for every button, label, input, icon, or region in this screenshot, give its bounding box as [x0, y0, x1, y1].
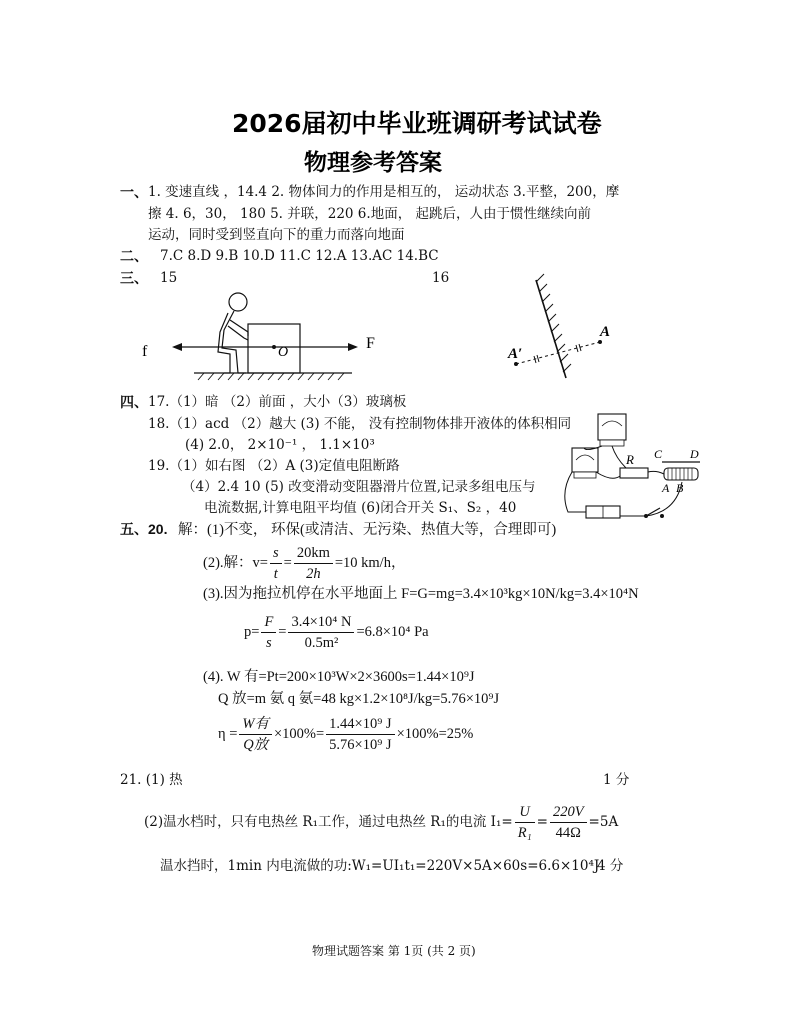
section-5-label: 五、 [120, 522, 148, 538]
fraction-numerator: 3.4×10⁴ N [288, 612, 354, 633]
efficiency-pre: η = [218, 725, 238, 742]
q19-answer-line3: 电流数据,计算电阻平均值 (6)闭合开关 S₁、S₂ ，40 [204, 500, 517, 516]
efficiency-post: ×100%=25% [396, 725, 474, 742]
q18-answer-line2: (4) 2.0， 2×10⁻¹ ， 1.1×10³ [185, 437, 375, 453]
fraction-distance-time [294, 543, 333, 584]
fraction-denominator: 0.5m² [304, 635, 339, 651]
fraction-numerator: F [261, 612, 276, 633]
q21-part2-pre: (2)温水档时，只有电热丝 R₁工作，通过电热丝 R₁的电流 I₁= [144, 814, 513, 830]
q19-answer-line2: （4）2.4 10 (5) 改变滑动变阻器滑片位置,记录多组电压与 [182, 479, 536, 495]
q20-head: 20. [148, 521, 168, 537]
q20-pressure: p= $\frac{F}{s}$ = $\frac{\text{3.4×10⁴ N}}{\text{0.5m²}}$ =6.8×10⁴ Pa [244, 614, 429, 651]
section-1-label: 一、 [120, 185, 148, 201]
fraction-u-r [515, 802, 535, 843]
friction-label: f [142, 343, 148, 360]
q21-part2: (2)温水档时，只有电热丝 R₁工作，通过电热丝 R₁的电流 I₁= $\frac{U}{\text{R₁}}$ = $\frac{220V}{44\Omega}$ =5A [144, 804, 619, 841]
q21-part1: 21. (1) 热 [120, 772, 183, 788]
terminal-c-label: C [654, 447, 663, 461]
q20-part1: 解：(1)不变， 环保(或清洁、无污染、热值大等，合理即可) [178, 522, 557, 538]
fraction-numerator: W有 [239, 714, 272, 735]
q20-number [148, 519, 167, 540]
q21-part3-score: 4 分 [597, 858, 624, 874]
part2-answers: 7.C 8.D 9.B 10.D 11.C 12.A 13.AC 14.BC [160, 248, 439, 264]
fraction-denominator: Q放 [243, 737, 269, 753]
fraction-pressure-values [288, 612, 354, 653]
section-3-label: 三、 [120, 271, 148, 287]
q20-part2-pre: (2).解：v= [203, 554, 268, 571]
terminal-d-label: D [690, 447, 699, 461]
q20-part4-heat: Q 放=m 氨 q 氨=48 kg×1.2×10⁸J/kg=5.76×10⁹J [218, 691, 500, 707]
q18-answer-line1: 18.（1）acd （2）越大 (3) 不能， 没有控制物体排开液体的体积相同 [148, 416, 572, 432]
q20-part2-post: =10 km/h， [334, 554, 406, 571]
fraction-current-values [550, 802, 587, 843]
fraction-numerator: 20km [294, 543, 333, 564]
fraction-efficiency-values [326, 714, 394, 755]
terminal-a-label: A [662, 481, 670, 495]
fraction-denominator: s [266, 635, 272, 651]
point-a-image-label: A′ [508, 346, 523, 362]
pressure-pre: p= [244, 623, 260, 640]
figure-19-circuit [556, 412, 702, 524]
q20-part2: (2).解：v= $\frac{s}{t}$ = $\frac{20km}{2h}$ =10 km/h， [203, 545, 406, 582]
pressure-post: =6.8×10⁴ Pa [356, 623, 429, 640]
q19-answer-line1: 19.（1）如右图 （2）A (3)定值电阻断路 [148, 458, 400, 474]
fraction-denominator: R₁ [517, 825, 532, 841]
center-label: O [278, 345, 289, 360]
page-subtitle: 物理参考答案 [304, 150, 442, 176]
q21-part2-post: =5A [588, 814, 619, 830]
section-4-label: 四、 [120, 395, 148, 411]
resistor-label: R [626, 452, 634, 467]
force-label: F [366, 335, 375, 352]
q16-label: 16 [432, 270, 450, 286]
q21-part1-score: 1 分 [603, 772, 630, 788]
q15-label: 15 [160, 270, 178, 286]
q20-efficiency [218, 714, 473, 755]
part1-line3: 运动，同时受到竖直向下的重力而落向地面 [148, 227, 405, 243]
fraction-numerator: 220V [550, 802, 587, 823]
fraction-denominator: 44Ω [555, 825, 581, 841]
fraction-numerator: s [270, 543, 282, 564]
fraction-denominator: 5.76×10⁹ J [329, 737, 392, 753]
point-a-label: A [600, 324, 611, 340]
q20-part4-work: (4). W 有=Pt=200×10³W×2×3600s=1.44×10⁹J [203, 669, 475, 685]
section-2-label: 二、 [120, 249, 148, 265]
terminal-b-label: B [676, 481, 684, 495]
fraction-f-s [261, 612, 276, 653]
fraction-denominator: t [273, 566, 278, 582]
fraction-w-q [239, 714, 272, 755]
part1-line1: 1. 变速直线 ，14.4 2. 物体间力的作用是相互的， 运动状态 3.平整，200，摩 [148, 184, 620, 200]
fraction-numerator: U [515, 802, 535, 823]
figure-15-force-diagram [138, 290, 374, 382]
fraction-numerator: 1.44×10⁹ J [326, 714, 394, 735]
q17-answer: 17.（1）暗 （2）前面 ，大小（3）玻璃板 [148, 394, 407, 410]
q21-part3: 温水挡时，1min 内电流做的功:W₁=UI₁t₁=220V×5A×60s=6.6×10⁴J [160, 858, 600, 874]
q20-part3: (3).因为拖拉机停在水平地面上 F=G=mg=3.4×10³kg×10N/kg=3.4×10⁴N [203, 586, 639, 602]
fraction-s-t [270, 543, 282, 584]
page-footer: 物理试题答案 第 1页 (共 2 页) [312, 944, 476, 958]
efficiency-mid: ×100%= [273, 725, 325, 742]
fraction-denominator: 2h [306, 566, 321, 582]
part1-line2: 擦 4. 6，30， 180 5. 并联，220 6.地面， 起跳后，人由于惯性继续向前 [148, 206, 591, 222]
figure-16-mirror-diagram [496, 270, 626, 382]
page-title: 2026届初中毕业班调研考试试卷 [232, 109, 602, 138]
